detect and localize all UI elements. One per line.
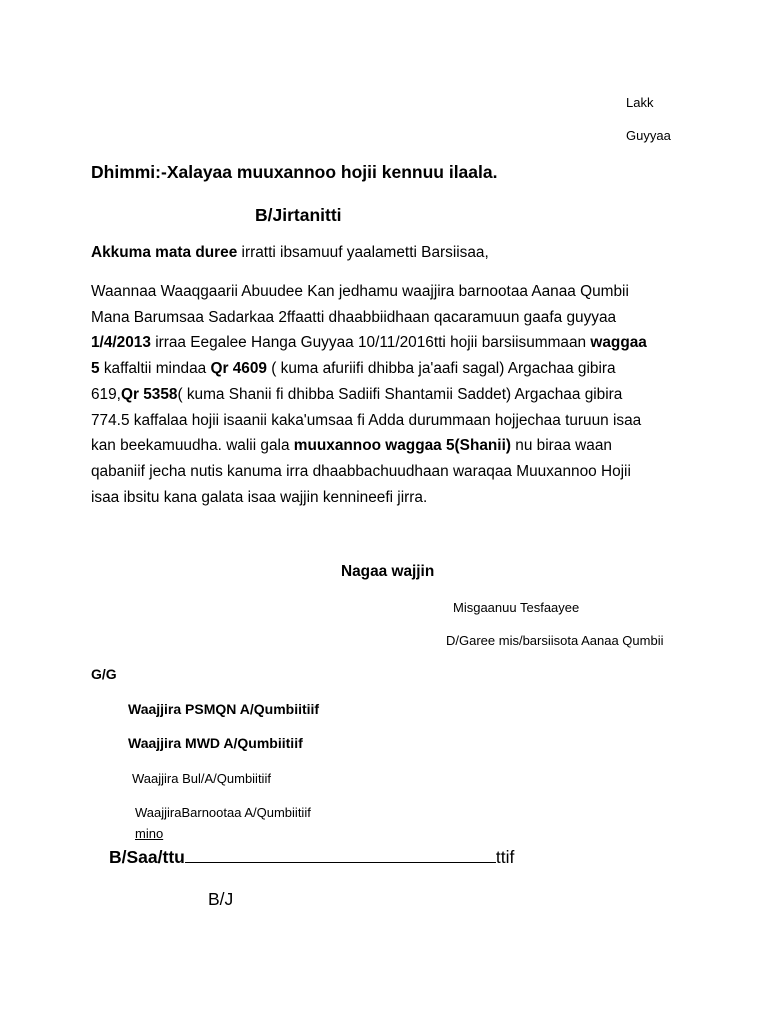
body-paragraph <box>91 279 691 510</box>
paragraph-line: isaa ibsitu kana galata isaa wajjin kennineefi jirra. <box>91 488 428 506</box>
date-label: Guyyaa <box>626 128 671 143</box>
paragraph-text: kaffaltii mindaa <box>99 360 211 378</box>
paragraph-line <box>91 330 691 356</box>
recipient: B/Jirtanitti <box>255 205 342 225</box>
intro-line <box>91 244 489 262</box>
salary-amount-2: Qr 5358 <box>120 385 178 403</box>
bsaa-suffix: ttif <box>495 847 515 867</box>
paragraph-line: qabaniif jecha nutis kanuma irra dhaabbachuudhaan waraqaa Muuxannoo Hojii <box>91 462 631 480</box>
cc-mino: mino <box>135 826 164 841</box>
intro-rest: irratti ibsamuuf yaalametti Barsiisaa, <box>237 244 489 261</box>
cc-label: G/G <box>91 666 117 682</box>
subject-line: Dhimmi:-Xalayaa muuxannoo hojii kennuu ilaala. <box>91 162 498 182</box>
paragraph-text: kan beekamuudha. walii gala <box>91 437 294 455</box>
paragraph-text: ( kuma afuriifi dhibba ja'aafi sagal) Argachaa gibira <box>266 360 616 378</box>
cc-item: WaajjiraBarnootaa A/Qumbiitiif <box>135 805 311 820</box>
paragraph-text: nu biraa waan <box>511 437 612 455</box>
years-bold: waggaa <box>590 334 647 352</box>
signature-rule <box>185 848 496 863</box>
signer-title: D/Garee mis/barsiisota Aanaa Qumbii <box>446 633 664 648</box>
paragraph-line <box>91 433 691 459</box>
bj-label: B/J <box>208 889 234 909</box>
cc-item: Waajjira PSMQN A/Qumbiitiif <box>128 701 320 717</box>
bsaa-line <box>109 847 514 868</box>
cc-item: Waajjira MWD A/Qumbiitiif <box>128 735 303 751</box>
paragraph-text: ( kuma Shanii fi dhibba Sadiifi Shantamii Saddet) Argachaa gibira <box>177 385 623 403</box>
paragraph-line <box>91 382 691 408</box>
paragraph-line: Waannaa Waaqgaarii Abuudee Kan jedhamu waajjira barnootaa Aanaa Qumbii <box>91 283 629 300</box>
paragraph-line: 774.5 kaffalaa hojii isaanii kaka'umsaa fi Adda durummaan hojjechaa turuun isaa <box>91 411 642 429</box>
years-count: 5 <box>91 360 100 378</box>
salary-amount: Qr 4609 <box>210 360 267 378</box>
ref-label: Lakk <box>626 95 654 110</box>
paragraph-text: irraa Eegalee Hanga Guyyaa 10/11/2016tti hojii barsiisummaan <box>150 334 591 352</box>
closing: Nagaa wajjin <box>341 563 435 580</box>
experience-bold: muuxannoo waggaa 5(Shanii) <box>293 437 511 455</box>
cc-item: Waajjira Bul/A/Qumbiitiif <box>132 771 271 786</box>
paragraph-line: Mana Barumsaa Sadarkaa 2ffaatti dhaabbiidhaan qacaramuun gaafa guyyaa <box>91 308 617 326</box>
intro-bold: Akkuma mata duree <box>91 244 238 261</box>
start-date: 1/4/2013 <box>91 334 151 352</box>
paragraph-line <box>91 356 691 382</box>
bsaa-label: B/Saa/ttu <box>109 847 185 867</box>
signer-name: Misgaanuu Tesfaayee <box>453 600 580 615</box>
paragraph-text: 619, <box>91 385 121 403</box>
